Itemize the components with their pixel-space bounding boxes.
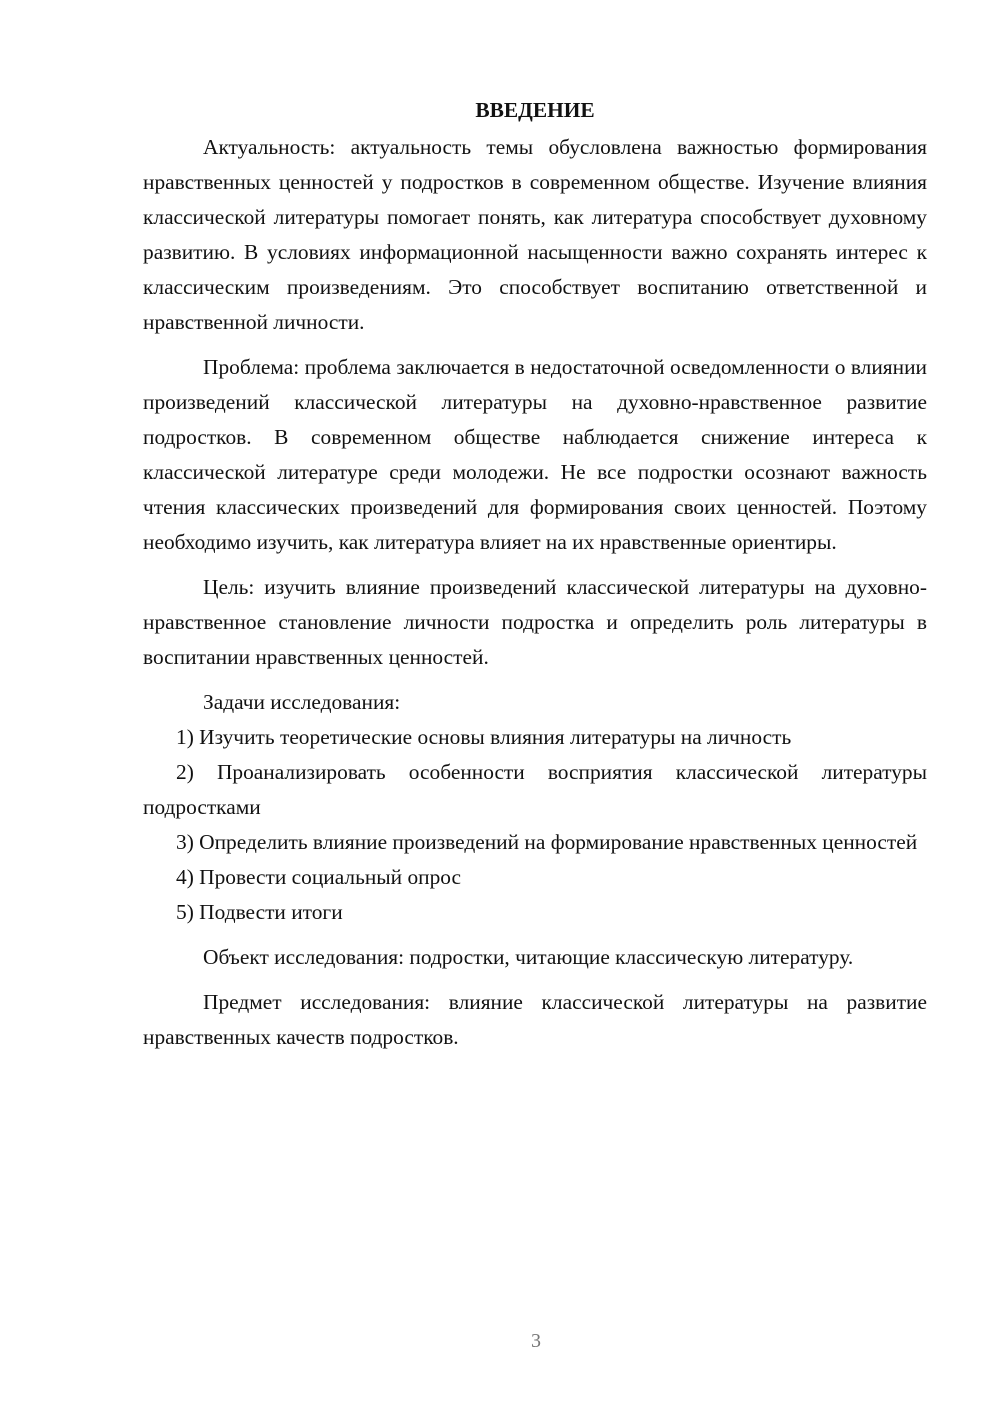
problem-paragraph: Проблема: проблема заключается в недостаточной осведомленности о влиянии произведений классической литературы на духовно-нравственное развитие подростков. В современном обществе наблюдается снижение интереса к классической литературе среди молодежи. Не все подростки осознают важность чтения классических произведений для формирования своих ценностей. Поэтому необходимо изучить, как литература влияет на их нравственные ориентиры. <box>143 355 927 554</box>
task-item-1: 1) Изучить теоретические основы влияния литературы на личность <box>176 725 792 749</box>
page-number: 3 <box>531 1330 541 1352</box>
document-body <box>143 92 927 1055</box>
object-paragraph: Объект исследования: подростки, читающие классическую литературу. <box>203 945 854 969</box>
task-item-5: 5) Подвести итоги <box>176 900 343 924</box>
relevance-paragraph: Актуальность: актуальность темы обусловлена важностью формирования нравственных ценностей у подростков в современном обществе. Изучение влияния классической литературы помогает понять, как литература способствует духовному развитию. В условиях информационной насыщенности важно сохранять интерес к классическим произведениям. Это способствует воспитанию ответственной и нравственной личности. <box>143 135 927 334</box>
task-item-2: 2) Проанализировать особенности восприятия классической литературы подростками <box>143 760 927 819</box>
task-item-3: 3) Определить влияние произведений на формирование нравственных ценностей <box>176 830 918 854</box>
task-item-4: 4) Провести социальный опрос <box>176 865 462 889</box>
subject-paragraph: Предмет исследования: влияние классической литературы на развитие нравственных качеств подростков. <box>143 990 927 1049</box>
page-title: ВВЕДЕНИЕ <box>475 98 595 122</box>
tasks-heading: Задачи исследования: <box>203 690 401 714</box>
goal-paragraph: Цель: изучить влияние произведений классической литературы на духовно-нравственное становление личности подростка и определить роль литературы в воспитании нравственных ценностей. <box>143 575 927 669</box>
